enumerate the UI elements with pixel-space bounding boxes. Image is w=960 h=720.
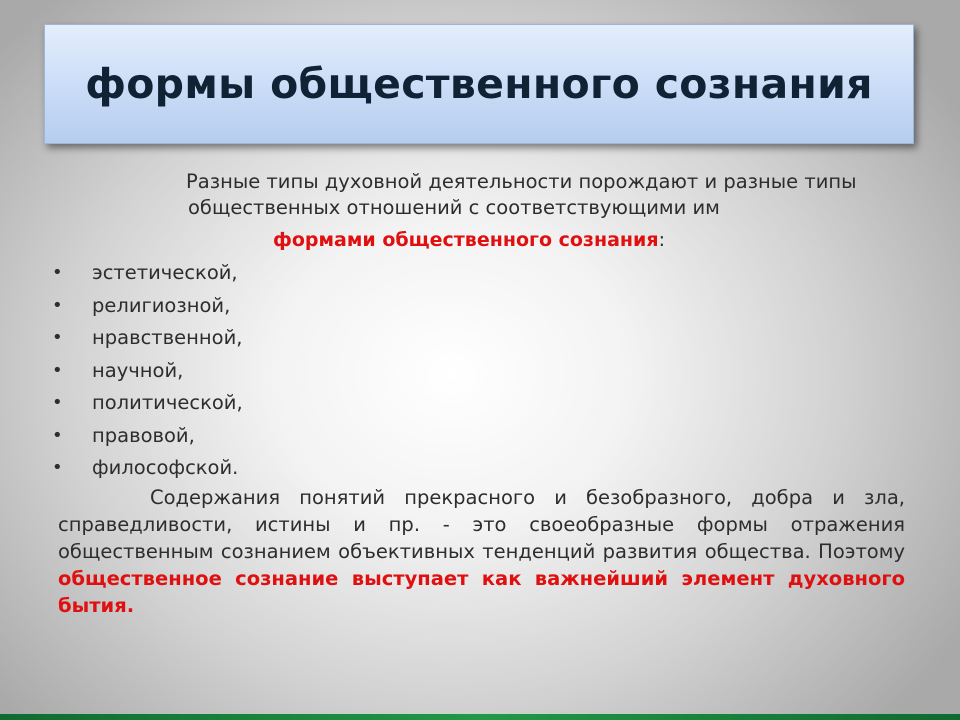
bullet-icon: • [52, 294, 63, 316]
list-item-label: философской. [92, 456, 239, 479]
intro-line-1: Разные типы духовной деятельности порождают и разные типы [186, 170, 857, 193]
intro-text [186, 169, 866, 221]
emphasis-colon: : [658, 229, 665, 251]
list-item-label: нравственной, [92, 326, 243, 349]
list-item-label: религиозной, [92, 293, 231, 317]
list-item-label: правовой, [92, 423, 195, 447]
list-item-label: эстетической, [92, 261, 238, 284]
list-item [52, 420, 243, 453]
bullet-icon: • [52, 457, 63, 478]
list-item-label: научной, [92, 358, 184, 382]
list-item-label: политической, [92, 391, 243, 414]
title-banner [44, 24, 914, 144]
list-item [52, 355, 243, 388]
bullet-icon: • [52, 392, 63, 413]
bullet-icon: • [52, 424, 63, 446]
emphasis-text: формами общественного сознания [273, 229, 659, 251]
list-item [52, 257, 243, 290]
bullet-icon: • [52, 359, 63, 381]
list-item [52, 387, 243, 420]
emphasis-line [273, 227, 665, 253]
paragraph-highlight-text: общественное сознание выступает как важнейший элемент духовного бытия. [58, 567, 905, 617]
forms-list [52, 257, 243, 485]
bullet-icon: • [52, 327, 63, 348]
bullet-icon: • [52, 262, 63, 283]
list-item [52, 322, 243, 355]
bottom-accent-bar [0, 714, 960, 720]
slide-title: формы общественного сознания [85, 60, 873, 108]
list-item [52, 452, 243, 485]
conclusion-paragraph [58, 484, 905, 619]
paragraph-normal-text: Содержания понятий прекрасного и безобразного, добра и зла, справедливости, истины и пр. - это своеобразные формы отражения общественным сознанием объективных тенденций развития общества. Поэтому [58, 486, 905, 563]
intro-line-2: общественных отношений с соответствующими им [188, 196, 720, 219]
list-item [52, 290, 243, 323]
